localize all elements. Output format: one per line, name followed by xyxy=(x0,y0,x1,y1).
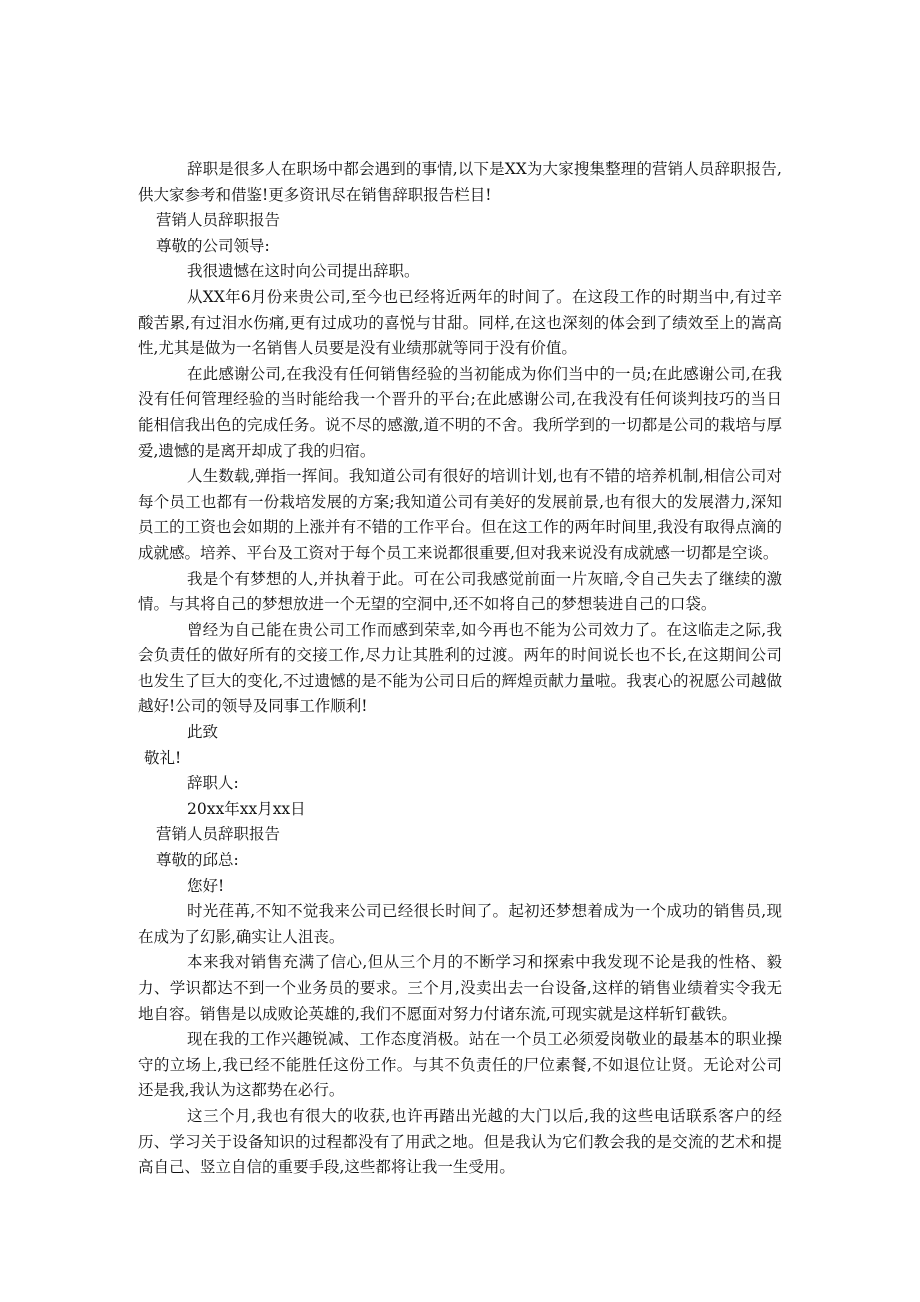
body-paragraph: 时光荏苒,不知不觉我来公司已经很长时间了。起初还梦想着成为一个成功的销售员,现在成为了幻影,确实让人沮丧。 xyxy=(138,902,782,946)
greeting: 您好! xyxy=(187,876,225,895)
letter-title: 营销人员辞职报告 xyxy=(156,211,281,230)
letter-title: 营销人员辞职报告 xyxy=(156,825,281,844)
body-paragraph: 人生数载,弹指一挥间。我知道公司有很好的培训计划,也有不错的培养机制,相信公司对每个员工也都有一份栽培发展的方案;我知道公司有美好的发展前景,也有很大的发展潜力,深知员工的工资也会如期的上涨并有不错的工作平台。但在这工作的两年时间里,我没有取得点滴的成就感。培养、平台及工资对于每个员工来说都很重要,但对我来说没有成就感一切都是空谈。 xyxy=(138,467,782,562)
body-paragraph: 这三个月,我也有很大的收获,也许再踏出光越的大门以后,我的这些电话联系客户的经历、学习关于设备知识的过程都没有了用武之地。但是我认为它们教会我的是交流的艺术和提高自己、竖立自信的重要手段,这些都将让我一生受用。 xyxy=(138,1106,782,1177)
body-paragraph: 曾经为自己能在贵公司工作而感到荣幸,如今再也不能为公司效力了。在这临走之际,我会负责任的做好所有的交接工作,尽力让其胜利的过渡。两年的时间说长也不长,在这期间公司也发生了巨大的变化,不过遗憾的是不能为公司日后的辉煌贡献力量啦。我衷心的祝愿公司越做越好!公司的领导及同事工作顺利! xyxy=(138,620,782,716)
body-paragraph: 在此感谢公司,在我没有任何销售经验的当初能成为你们当中的一员;在此感谢公司,在我没有任何管理经验的当时能给我一个晋升的平台;在此感谢公司,在我没有任何谈判技巧的当日能相信我出色的完成任务。说不尽的感激,道不明的不舍。我所学到的一切都是公司的栽培与厚爱,遗憾的是离开却成了我的归宿。 xyxy=(138,364,782,460)
signature-date: 20xx年xx月xx日 xyxy=(187,799,306,818)
closing-line: 此致 xyxy=(187,723,219,742)
document-body xyxy=(138,157,782,1181)
opening-line: 我很遗憾在这时向公司提出辞职。 xyxy=(187,262,420,281)
body-paragraph: 本来我对销售充满了信心,但从三个月的不断学习和探索中我发现不论是我的性格、毅力、学识都达不到一个业务员的要求。三个月,没卖出去一台设备,这样的销售业绩着实令我无地自容。销售是以成败论英雄的,我们不愿面对努力付诸东流,可现实就是这样斩钉截铁。 xyxy=(138,953,782,1023)
body-paragraph: 从XX年6月份来贵公司,至今也已经将近两年的时间了。在这段工作的时期当中,有过辛酸苦累,有过泪水伤痛,更有过成功的喜悦与甘甜。同样,在这也深刻的体会到了绩效至上的嵩高性,尤其是做为一名销售人员要是没有业绩那就等同于没有价值。 xyxy=(138,287,782,358)
closing-regards: 敬礼! xyxy=(144,748,182,767)
body-paragraph: 现在我的工作兴趣锐减、工作态度消极。站在一个员工必须爱岗敬业的最基本的职业操守的立场上,我已经不能胜任这份工作。与其不负责任的尸位素餐,不如退位让贤。无论对公司还是我,我认为这都势在必行。 xyxy=(138,1030,782,1100)
signature-label: 辞职人: xyxy=(187,774,239,793)
salutation: 尊敬的邱总: xyxy=(156,851,239,870)
body-paragraph: 我是个有梦想的人,并执着于此。可在公司我感觉前面一片灰暗,令自己失去了继续的激情。与其将自己的梦想放进一个无望的空洞中,还不如将自己的梦想装进自己的口袋。 xyxy=(138,569,782,614)
intro-paragraph: 辞职是很多人在职场中都会遇到的事情,以下是XX为大家搜集整理的营销人员辞职报告,供大家参考和借鉴!更多资讯尽在销售辞职报告栏目! xyxy=(138,160,782,204)
salutation: 尊敬的公司领导: xyxy=(156,236,270,255)
